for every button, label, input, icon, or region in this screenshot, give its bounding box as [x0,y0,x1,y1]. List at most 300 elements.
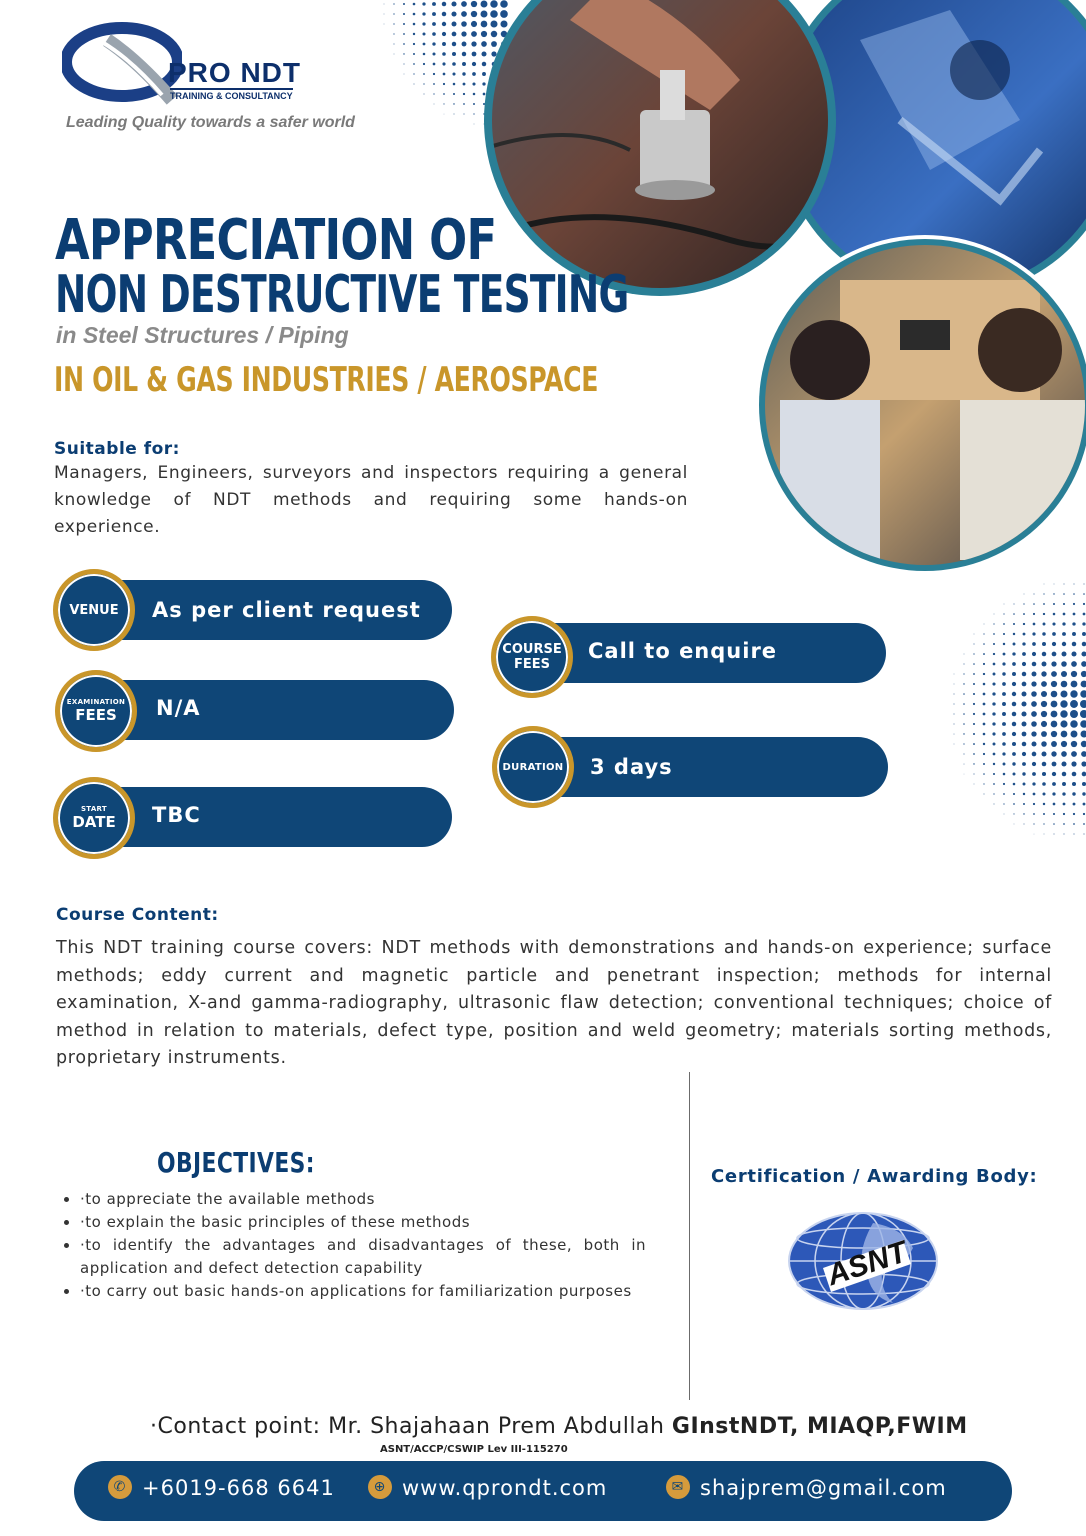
halftone-dot [1072,632,1076,636]
halftone-dot [1061,761,1066,766]
halftone-dot [1012,712,1017,717]
halftone-dot [994,614,995,615]
halftone-dot [1053,813,1055,815]
halftone-dot [954,704,955,705]
start-date-badge [53,777,135,859]
halftone-dot [1053,603,1055,605]
halftone-dot [1004,604,1005,605]
halftone-dot [963,693,965,695]
halftone-dot [1082,782,1086,786]
halftone-dot [432,52,435,55]
halftone-dot [1071,671,1077,677]
title-line-2: NON DESTRUCTIVE TESTING [55,265,629,325]
halftone-dot [1032,762,1036,766]
halftone-dot [1021,711,1026,716]
halftone-dot [1081,671,1086,677]
halftone-dot [983,723,986,726]
halftone-dot [393,43,394,44]
halftone-dot [1043,823,1044,824]
halftone-dot [993,663,996,666]
halftone-dot [1070,690,1077,697]
halftone-dot [1071,741,1077,747]
halftone-dot [1044,834,1045,835]
halftone-dot [473,113,474,114]
halftone-dot [1080,700,1086,708]
halftone-dot [1003,633,1005,635]
halftone-dot [963,723,965,725]
halftone-dot [1023,793,1025,795]
halftone-dot [471,31,477,37]
contact-prefix: ·Contact point: Mr. Shajahaan Prem Abdullah [150,1414,672,1439]
halftone-dot [1002,692,1006,696]
start-date-pill [92,787,452,847]
halftone-dot [1022,672,1026,676]
halftone-dot [1073,833,1074,834]
halftone-dot [1082,792,1085,795]
halftone-dot [1041,721,1047,727]
halftone-dot [1031,721,1037,727]
halftone-dot [1061,671,1067,677]
halftone-dot [452,72,455,75]
halftone-dot [993,673,996,676]
halftone-dot [432,12,436,16]
halftone-dot [461,31,466,36]
halftone-dot [1021,701,1026,706]
halftone-dot [993,753,996,756]
halftone-dot [1013,603,1014,604]
halftone-dot [1042,792,1045,795]
halftone-dot [1013,783,1016,786]
halftone-dot [1032,652,1036,656]
halftone-dot [1051,741,1057,747]
halftone-dot [472,72,476,76]
halftone-dot [963,673,964,674]
halftone-dot [471,1,477,7]
duration-pill [532,737,888,797]
halftone-dot [1003,783,1005,785]
halftone-dot [1060,710,1067,717]
halftone-dot [984,624,985,625]
course-content-body: This NDT training course covers: NDT methods with demonstrations and hands-on experience; surface methods; eddy current and magnetic particle and penetrant inspection; methods for internal examination, X-and gamma-radiography, ultrasonic flaw detection; conventional techniques; choice of method in relation to materials, defect type, position and weld geometry; materials sorting methods, proprietary instruments. [56,938,1052,1068]
halftone-dot [1073,803,1076,806]
halftone-dot [954,684,955,685]
halftone-dot [963,683,964,684]
halftone-dot [384,24,385,25]
halftone-dot [451,1,456,6]
halftone-dot [433,83,435,85]
halftone-dot [1043,813,1045,815]
halftone-dot [413,63,415,65]
halftone-dot [1042,772,1046,776]
halftone-dot [1002,742,1006,746]
halftone-dot [1013,773,1016,776]
halftone-dot [983,773,985,775]
halftone-dot [1071,751,1077,757]
halftone-dot [964,654,965,655]
halftone-dot [1002,702,1006,706]
halftone-dot [461,11,467,17]
title-line-1: APPRECIATION OF [55,208,497,273]
halftone-dot [471,21,477,27]
halftone-dot [1032,632,1035,635]
halftone-dot [432,22,436,26]
footer-email-text: shajprem@gmail.com [700,1476,947,1500]
course-content-heading: Course Content: [56,905,219,925]
halftone-dot [1080,720,1086,728]
halftone-dot [1042,662,1047,667]
halftone-dot [433,93,434,94]
halftone-dot [432,32,436,36]
halftone-dot [983,753,985,755]
halftone-dot [963,743,964,744]
halftone-dot [403,53,404,54]
halftone-dot [1021,721,1026,726]
halftone-dot [1051,731,1057,737]
halftone-dot [1061,661,1067,667]
halftone-dot [1082,622,1085,625]
halftone-dot [1072,792,1075,795]
halftone-dot [1013,613,1015,615]
halftone-dot [424,94,425,95]
halftone-dot [1003,803,1004,804]
halftone-dot [1032,672,1037,677]
halftone-dot [413,3,416,6]
halftone-dot [1041,741,1046,746]
halftone-dot [983,693,986,696]
halftone-dot [1061,751,1067,757]
objective-item: • ·to carry out basic hands-on applications for familiarization purposes [80,1280,646,1303]
halftone-dot [461,21,467,27]
halftone-dot [1083,813,1085,815]
contact-certification: ASNT/ACCP/CSWIP Lev III-115270 [380,1444,568,1455]
halftone-dot [1072,622,1075,625]
halftone-dot [1031,681,1036,686]
halftone-dot [1012,732,1016,736]
halftone-dot [394,54,395,55]
halftone-dot [1083,823,1085,825]
halftone-dot [1012,662,1016,666]
halftone-dot [443,103,444,104]
halftone-dot [1022,682,1027,687]
halftone-dot [471,41,476,46]
halftone-dot [414,84,415,85]
halftone-dot [442,52,446,56]
halftone-dot [443,83,445,85]
halftone-dot [1022,692,1027,697]
course-fees-badge [491,616,573,698]
halftone-dot [454,114,455,115]
title-industries: IN OIL & GAS INDUSTRIES / AEROSPACE [54,360,599,400]
halftone-dot [983,763,985,765]
halftone-dot [1012,682,1016,686]
halftone-dot [974,634,975,635]
halftone-dot [954,674,955,675]
halftone-dot [983,653,985,655]
halftone-dot [1022,662,1026,666]
dot-pattern-right [930,570,1086,860]
halftone-dot [1042,642,1046,646]
halftone-dot [1022,772,1025,775]
halftone-dot [1052,632,1056,636]
halftone-dot [1013,623,1015,625]
halftone-dot [973,703,975,705]
halftone-dot [1042,652,1046,656]
halftone-dot [1003,643,1005,645]
halftone-dot [954,714,955,715]
halftone-dot [1023,813,1024,814]
halftone-dot [1063,803,1066,806]
halftone-dot [1073,613,1076,616]
halftone-dot [452,42,456,46]
halftone-dot [1081,741,1086,747]
halftone-dot [1082,642,1086,647]
halftone-dot [1033,803,1035,805]
exam-fees-badge [55,670,137,752]
halftone-dot [1023,603,1024,604]
halftone-dot [1083,603,1085,605]
halftone-dot [1051,661,1056,666]
duration-badge-label: DURATION [502,761,564,773]
halftone-dot [1013,643,1016,646]
halftone-dot [992,702,995,705]
halftone-dot [1051,701,1058,708]
duration-value: 3 days [590,755,673,779]
start-date-badge-small: START [80,805,108,813]
halftone-dot [974,784,975,785]
halftone-dot [1081,761,1086,766]
halftone-dot [973,743,975,745]
halftone-dot [1063,833,1064,834]
halftone-dot [1073,823,1075,825]
globe-icon: ⊕ [368,1475,392,1499]
halftone-dot [442,32,446,36]
halftone-dot [983,663,985,665]
halftone-dot [1082,632,1086,636]
footer-email[interactable] [666,1461,947,1515]
halftone-dot [443,93,445,95]
halftone-dot [1004,814,1005,815]
halftone-dot [393,13,394,14]
footer-website[interactable] [368,1461,607,1515]
halftone-dot [413,13,416,16]
halftone-dot [433,73,435,75]
halftone-dot [1081,661,1086,667]
halftone-dot [1051,671,1057,677]
halftone-dot [462,72,465,75]
asnt-logo-icon [783,1208,943,1314]
halftone-dot [1022,762,1026,766]
halftone-dot [1060,720,1067,727]
halftone-dot [973,723,975,725]
asnt-logo-text: ASNT [823,1235,911,1293]
halftone-dot [1073,813,1075,815]
halftone-dot [453,83,456,86]
halftone-dot [403,63,404,64]
halftone-dot [973,683,975,685]
certification-heading: Certification / Awarding Body: [711,1166,1038,1187]
halftone-dot [1012,762,1015,765]
halftone-dot [1012,692,1016,696]
halftone-dot [954,744,955,745]
objective-item: • ·to explain the basic principles of these methods [80,1211,646,1234]
halftone-dot [1002,712,1006,716]
halftone-dot [983,683,986,686]
halftone-dot [393,23,394,24]
halftone-dot [443,73,446,76]
halftone-dot [994,804,995,805]
halftone-dot [983,703,986,706]
halftone-dot [1041,731,1047,737]
halftone-dot [472,62,476,66]
halftone-dot [1060,700,1067,707]
objective-item: • ·to appreciate the available methods [80,1188,646,1211]
halftone-dot [1071,651,1076,656]
halftone-dot [973,733,975,735]
halftone-dot [1031,701,1037,707]
halftone-dot [973,713,975,715]
halftone-dot [992,732,995,735]
halftone-dot [413,33,415,35]
halftone-dot [1081,751,1086,757]
halftone-dot [1031,741,1036,746]
exam-fees-pill [94,680,454,740]
halftone-dot [963,663,964,664]
halftone-dot [1012,672,1016,676]
halftone-dot [963,713,965,715]
halftone-dot [422,12,425,15]
halftone-dot [1031,711,1037,717]
footer-phone[interactable] [108,1461,335,1515]
halftone-dot [384,14,385,15]
halftone-dot [1080,710,1086,718]
halftone-dot [1062,632,1066,636]
halftone-dot [1014,824,1015,825]
halftone-dot [1053,613,1056,616]
halftone-dot [453,93,455,95]
halftone-dot [973,773,974,774]
halftone-dot [1003,613,1004,614]
halftone-dot [1022,652,1026,656]
halftone-dot [1062,772,1067,777]
halftone-dot [452,52,456,56]
halftone-dot [1012,742,1016,746]
halftone-dot [403,3,405,5]
halftone-dot [983,743,985,745]
halftone-dot [1051,711,1058,718]
halftone-dot [1022,732,1027,737]
halftone-dot [433,63,436,66]
halftone-dot [1071,761,1076,766]
halftone-dot [1012,652,1015,655]
halftone-dot [1043,803,1045,805]
halftone-dot [1002,682,1006,686]
halftone-dot [1080,690,1086,697]
halftone-dot [1002,732,1006,736]
halftone-dot [983,643,985,645]
suitable-body: Managers, Engineers, surveyors and inspectors requiring a general knowledge of NDT methods and requiring some hands-on experience. [54,463,688,537]
halftone-dot [403,43,405,45]
halftone-dot [963,753,964,754]
halftone-dot [1042,782,1046,786]
halftone-dot [422,2,425,5]
footer-contact-bar [74,1461,1012,1521]
halftone-dot [1071,661,1077,667]
halftone-dot [1083,613,1086,616]
halftone-dot [471,11,477,17]
halftone-dot [403,13,405,15]
halftone-dot [384,4,385,5]
halftone-dot [992,712,995,715]
halftone-dot [1013,793,1015,795]
halftone-dot [1032,782,1035,785]
halftone-dot [1052,622,1055,625]
halftone-dot [1043,613,1045,615]
halftone-dot [1043,603,1045,605]
halftone-dot [1013,633,1015,635]
phone-icon: ✆ [108,1475,132,1499]
halftone-dot [423,53,426,56]
halftone-dot [442,12,446,16]
halftone-dot [1013,803,1015,805]
halftone-dot [452,62,456,66]
halftone-dot [461,1,467,7]
halftone-dot [452,22,457,27]
objective-item: • ·to identify the advantages and disadvantages of these, both in application and defect detection capability [80,1234,646,1280]
halftone-dot [1023,783,1026,786]
halftone-dot [1003,763,1006,766]
halftone-dot [993,743,996,746]
halftone-dot [1043,623,1046,626]
section-divider [689,1072,690,1400]
halftone-dot [1060,690,1067,697]
halftone-dot [1070,700,1078,708]
halftone-dot [1042,762,1047,767]
halftone-dot [423,83,424,84]
course-fees-value: Call to enquire [588,639,778,663]
halftone-dot [1041,681,1047,687]
halftone-dot [973,673,975,675]
halftone-dot [1022,642,1025,645]
halftone-dot [1022,742,1027,747]
halftone-dot [463,93,465,95]
halftone-dot [1033,793,1036,796]
halftone-dot [1052,642,1056,646]
halftone-dot [1061,741,1067,747]
halftone-dot [423,43,426,46]
halftone-dot [993,773,995,775]
footer-website-text: www.qprondt.com [402,1476,608,1500]
halftone-dot [1053,823,1055,825]
exam-fees-value: N/A [156,696,201,720]
halftone-dot [1012,702,1017,707]
halftone-dot [463,113,464,114]
halftone-dot [1033,623,1036,626]
halftone-dot [393,3,394,4]
objectives-heading: OBJECTIVES: [157,1146,315,1179]
halftone-dot [1022,752,1026,756]
halftone-dot [993,623,994,624]
halftone-dot [472,52,477,57]
halftone-dot [992,722,995,725]
halftone-dot [1041,701,1047,707]
halftone-dot [1072,772,1077,777]
halftone-dot [1003,623,1005,625]
halftone-dot [403,23,405,25]
brand-subtitle: TRAINING & CONSULTANCY [170,88,293,101]
halftone-dot [432,42,435,45]
halftone-dot [442,62,445,65]
course-fees-pill [530,623,886,683]
